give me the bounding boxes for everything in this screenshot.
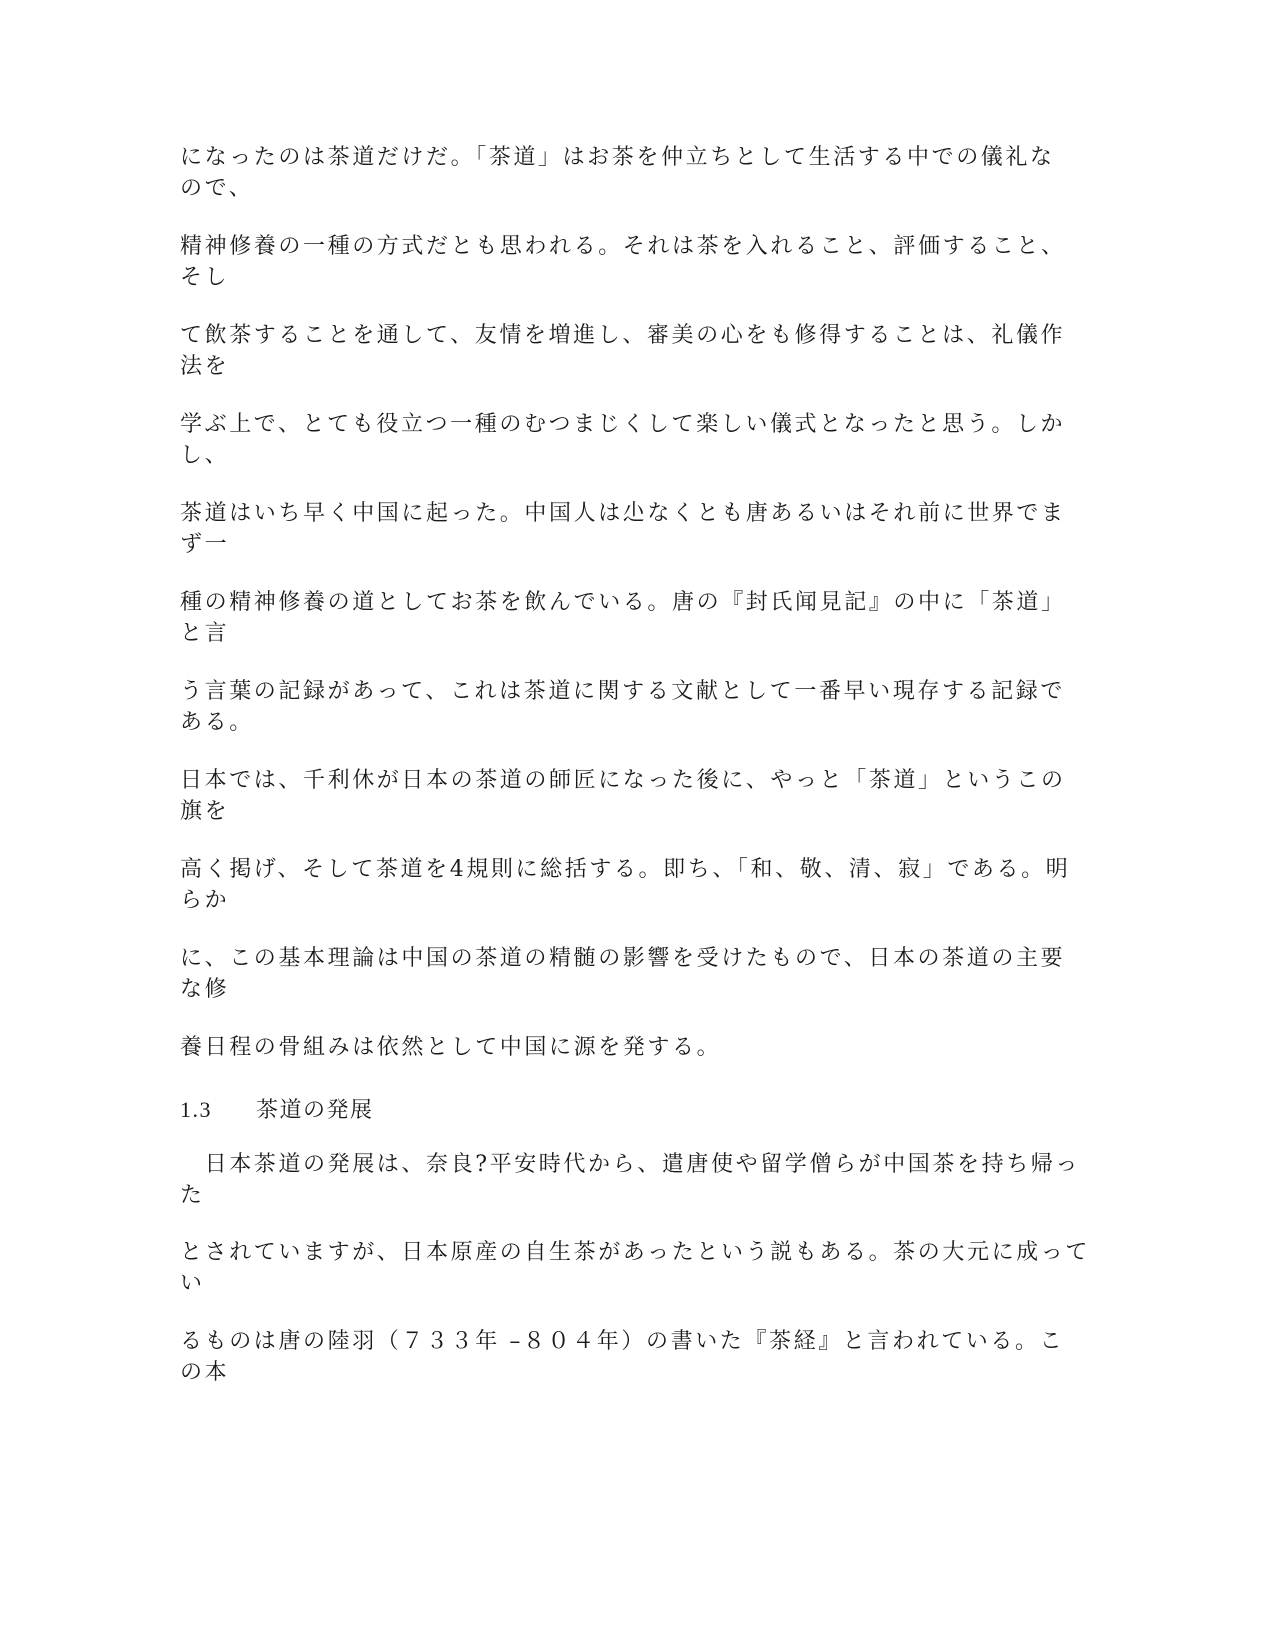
section-heading: [180, 1094, 374, 1126]
paragraph: [180, 1149, 1080, 1211]
text-line: 法を: [180, 354, 230, 379]
text-line: な修: [180, 977, 230, 1002]
text-line: 日本では、千利休が日本の茶道の師匠になった後に、やっと「茶道」というこの: [180, 768, 1066, 793]
paragraph: [180, 320, 1066, 382]
paragraph: [180, 587, 1066, 649]
paragraph: [180, 676, 1065, 738]
text-line: 高く掲げ、そして茶道を4規則に総括する。即ち、「和、敬、清、寂」である。明: [180, 857, 1071, 882]
paragraph: [180, 765, 1066, 827]
text-line: の本: [180, 1360, 230, 1385]
text-line: に、この基本理論は中国の茶道の精髄の影響を受けたもので、日本の茶道の主要: [180, 946, 1066, 971]
text-line: 種の精神修養の道としてお茶を飲んでいる。唐の『封氏闻見記』の中に「茶道」: [180, 590, 1066, 615]
text-line: 茶道はいち早く中国に起った。中国人は尐なくとも唐あるいはそれ前に世界でま: [180, 501, 1066, 526]
paragraph: [180, 854, 1071, 916]
text-line: て飲茶することを通して、友情を増進し、審美の心をも修得することは、礼儀作: [180, 323, 1066, 348]
text-line: い: [180, 1271, 205, 1296]
text-line: ので、: [180, 176, 254, 201]
paragraph: [180, 409, 1066, 471]
text-line: 精神修養の一種の方式だとも思われる。それは茶を入れること、評価すること、: [180, 234, 1066, 259]
section-title: 茶道の発展: [256, 1098, 374, 1123]
paragraph: [180, 498, 1066, 560]
text-line: た: [180, 1183, 205, 1208]
paragraph: [180, 142, 1060, 204]
text-line: と言: [180, 621, 230, 646]
text-line: 学ぶ上で、とても役立つ一種のむつまじくして楽しい儀式となったと思う。しか: [180, 412, 1066, 437]
text-line: 旗を: [180, 799, 230, 824]
paragraph: [180, 1032, 1060, 1063]
section-number: 1.3: [180, 1097, 212, 1122]
text-line: とされていますが、日本原産の自生茶があったという説もある。茶の大元に成って: [180, 1240, 1090, 1265]
text-line: るものは唐の陸羽（７３３年 –８０４年）の書いた『茶経』と言われている。こ: [180, 1329, 1065, 1354]
text-line: らか: [180, 888, 230, 913]
paragraph: [180, 943, 1066, 1005]
paragraph: [180, 231, 1066, 293]
text-line: そし: [180, 265, 230, 290]
paragraph: [180, 1326, 1065, 1388]
text-line: になったのは茶道だけだ。「茶道」はお茶を仲立ちとして生活する中での儀礼な: [180, 145, 1055, 170]
text-line: う言葉の記録があって、これは茶道に関する文献として一番早い現存する記録で: [180, 679, 1065, 704]
text-line: ある。: [180, 710, 254, 735]
text-line: 養日程の骨組みは依然として中国に源を発する。: [180, 1035, 722, 1060]
text-line: し、: [180, 443, 230, 468]
paragraph: [180, 1237, 1090, 1299]
text-line: 日本茶道の発展は、奈良?平安時代から、遣唐使や留学僧らが中国茶を持ち帰っ: [180, 1152, 1080, 1177]
text-line: ず一: [180, 532, 230, 557]
